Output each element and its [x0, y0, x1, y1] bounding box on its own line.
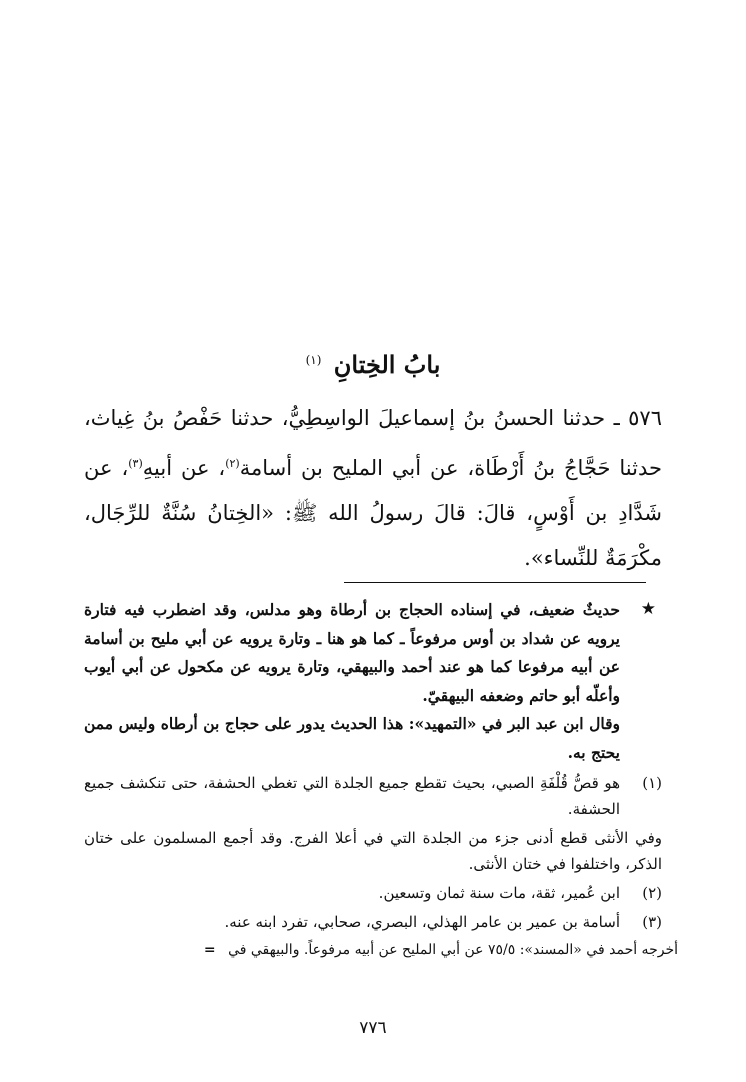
footnote-paragraph: وقال ابن عبد البر في «التمهيد»: هذا الحديث يدور على حجاج بن أرطاه وليس ممن يحتج به.: [84, 714, 620, 762]
footnote-1-continued: [84, 825, 662, 877]
hadith-number: ٥٧٦ ـ: [613, 406, 662, 430]
footnote-text: [84, 909, 620, 935]
footnote-text: [84, 770, 620, 822]
footnote-marker: (٣): [642, 913, 662, 931]
footnote-text: [84, 880, 620, 906]
footnote-marker: (١): [642, 774, 662, 792]
footnotes: [84, 596, 678, 962]
footnote-1: [84, 770, 662, 822]
footnote-paragraph: ابن عُمير، ثقة، مات سنة ثمان وتسعين.: [378, 884, 620, 902]
continuation-text: أخرجه أحمد في «المسند»: ٧٥/٥ عن أبي المليح عن أبيه مرفوعاً. والبيهقي في: [228, 942, 678, 958]
footnote-text: [84, 596, 620, 767]
footnote-paragraph: هو قصُّ قُلْفَةِ الصبي، بحيث تقطع جميع الجلدة التي تغطي الحشفة، حتى تنكشف جميع الحشفة.: [84, 774, 620, 818]
footnote-text: [84, 825, 662, 877]
footnote-grading: [84, 596, 662, 767]
footnote-paragraph: حديثٌ ضعيف، في إسناده الحجاج بن أرطاة وهو مدلس، وقد اضطرب فيه فتارة يرويه عن شداد بن أوس مرفوعاً ـ كما هو هنا ـ وتارة يرويه عن أبي مليح بن أسامة عن أبيه مرفوعا كما هو عند أحمد والبيهقي، وتارة يرويه عن مكحول عن أبي أيوب وأعلّه أبو حاتم وضعفه البيهقيّ.: [84, 600, 620, 705]
footnote-continuation: [84, 938, 678, 962]
hadith-chain-part-2: ، عن أبيهِ: [142, 456, 226, 480]
chapter-footnote-ref: (١): [305, 353, 322, 367]
footnote-3: [84, 909, 662, 935]
footnote-marker: (٢): [642, 884, 662, 902]
hadith-text: [84, 396, 662, 581]
continuation-mark: =: [203, 942, 216, 958]
footnote-divider: [344, 582, 646, 583]
footnote-ref-2: (٢): [225, 457, 240, 470]
page-number: ٧٧٦: [359, 1018, 387, 1038]
footnote-paragraph: أسامة بن عمير بن عامر الهذلي، البصري، صحابي، تفرد ابنه عنه.: [224, 913, 620, 931]
hadith-chain-part-1: حدثنا الحسنُ بنُ إسماعيلَ الواسِطِيُّ، حدثنا حَفْصُ بنُ غِياث، حدثنا حَجَّاجُ بنُ أَرْطَاة، عن أبي المليح بن أسامة: [84, 406, 662, 480]
chapter-title: [0, 350, 746, 379]
footnote-ref-3: (٣): [128, 457, 143, 470]
footnote-2: [84, 880, 662, 906]
footnote-paragraph: وفي الأنثى قطع أدنى جزء من الجلدة التي في أعلا الفرج. وقد أجمع المسلمون على ختان الذكر، واختلفوا في ختان الأنثى.: [84, 829, 662, 873]
hadith-matn: ، عن شَدَّادِ بن أَوْسٍ، قالَ: قالَ رسولُ الله ﷺ: «الخِتانُ سُنَّةٌ للرِّجَال، مكْرَمَةٌ للنِّساء».: [84, 456, 662, 570]
star-icon: ★: [640, 599, 656, 619]
chapter-title-text: بابُ الخِتانِ: [333, 350, 441, 379]
